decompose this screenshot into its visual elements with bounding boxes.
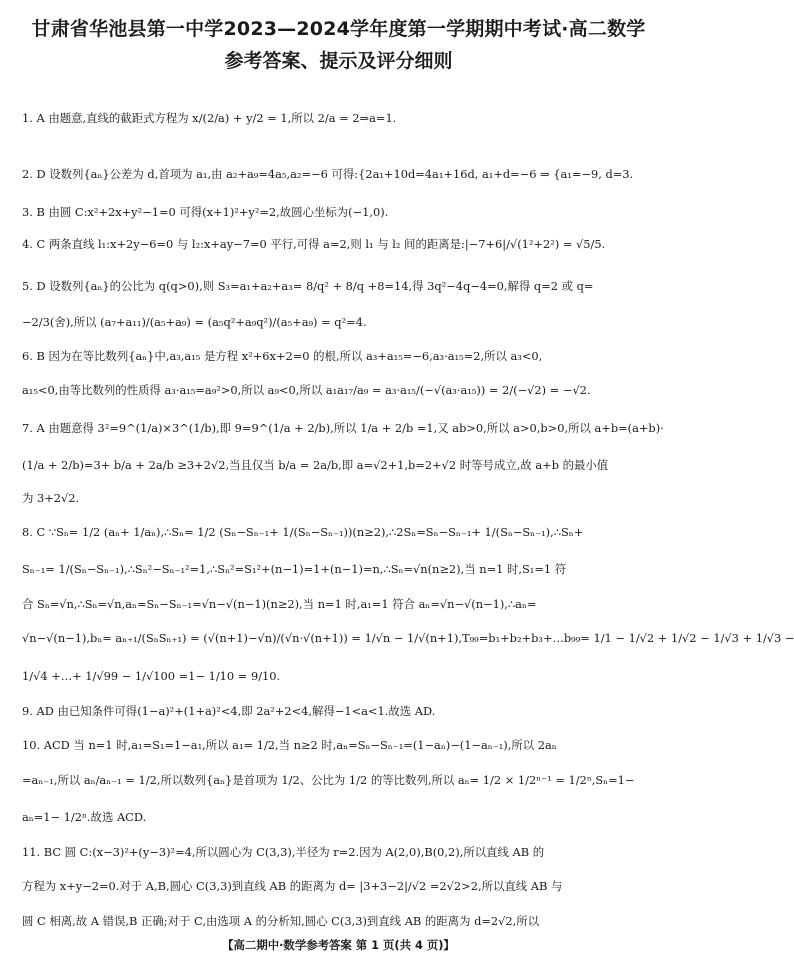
- answer-line: Sₙ₋₁= 1/(Sₙ−Sₙ₋₁),∴Sₙ²−Sₙ₋₁²=1,∴Sₙ²=S₁²+(n−1)=1+(n−1)=n,∴Sₙ=√n(n≥2),当 n=1 时,S₁=1 符: [22, 562, 567, 576]
- answer-line: 方程为 x+y−2=0.对于 A,B,圆心 C(3,3)到直线 AB 的距离为 d= |3+3−2|/√2 =2√2>2,所以直线 AB 与: [22, 879, 563, 893]
- answer-line: 11. BC 圆 C:(x−3)²+(y−3)²=4,所以圆心为 C(3,3),半径为 r=2.因为 A(2,0),B(0,2),所以直线 AB 的: [22, 845, 545, 859]
- answer-line: a₁₅<0,由等比数列的性质得 a₃·a₁₅=a₉²>0,所以 a₉<0,所以 a₁a₁₇/a₉ = a₃·a₁₅/(−√(a₃·a₁₅)) = 2/(−√2) = −√2.: [22, 383, 591, 397]
- answer-line: 7. A 由题意得 3²=9^(1/a)×3^(1/b),即 9=9^(1/a + 2/b),所以 1/a + 2/b =1,又 ab>0,所以 a>0,b>0,所以 a+b=(a+b)·: [22, 421, 664, 435]
- answer-line: 为 3+2√2.: [22, 491, 80, 505]
- answer-line: 6. B 因为在等比数列{aₙ}中,a₃,a₁₅ 是方程 x²+6x+2=0 的根,所以 a₃+a₁₅=−6,a₃·a₁₅=2,所以 a₃<0,: [22, 349, 543, 363]
- answer-line: 4. C 两条直线 l₁:x+2y−6=0 与 l₂:x+ay−7=0 平行,可得 a=2,则 l₁ 与 l₂ 间的距离是:|−7+6|/√(1²+2²) = √5/5.: [22, 237, 606, 251]
- document-subtitle: 参考答案、提示及评分细则: [224, 50, 453, 72]
- answer-line: aₙ=1− 1/2ⁿ.故选 ACD.: [22, 810, 147, 824]
- answer-line: =aₙ₋₁,所以 aₙ/aₙ₋₁ = 1/2,所以数列{aₙ}是首项为 1/2、公比为 1/2 的等比数列,所以 aₙ= 1/2 × 1/2ⁿ⁻¹ = 1/2ⁿ,Sₙ=1−: [22, 773, 635, 787]
- answer-line: (1/a + 2/b)=3+ b/a + 2a/b ≥3+2√2,当且仅当 b/a = 2a/b,即 a=√2+1,b=2+√2 时等号成立,故 a+b 的最小值: [22, 458, 609, 472]
- answer-line: 1. A 由题意,直线的截距式方程为 x/(2/a) + y/2 = 1,所以 2/a = 2⇒a=1.: [22, 111, 397, 125]
- answer-line: 8. C ∵Sₙ= 1/2 (aₙ+ 1/aₙ),∴Sₙ= 1/2 (Sₙ−Sₙ₋₁+ 1/(Sₙ−Sₙ₋₁))(n≥2),∴2Sₙ=Sₙ−Sₙ₋₁+ 1/(Sₙ−Sₙ₋₁),∴Sₙ+: [22, 525, 584, 539]
- answer-line: √n−√(n−1),bₙ= aₙ₊₁/(SₙSₙ₊₁) = (√(n+1)−√n)/(√n·√(n+1)) = 1/√n − 1/√(n+1),T₉₉=b₁+b₂+b₃+…b₉₉= 1/1 − 1/√2 + 1/√2 − 1/√3 + 1/√3 −: [22, 631, 794, 645]
- answer-line: 5. D 设数列{aₙ}的公比为 q(q>0),则 S₃=a₁+a₂+a₃= 8/q² + 8/q +8=14,得 3q²−4q−4=0,解得 q=2 或 q=: [22, 279, 594, 293]
- answer-line: 圆 C 相离,故 A 错误,B 正确;对于 C,由选项 A 的分析知,圆心 C(3,3)到直线 AB 的距离为 d=2√2,所以: [22, 914, 540, 928]
- answer-line: 9. AD 由已知条件可得(1−a)²+(1+a)²<4,即 2a²+2<4,解得−1<a<1.故选 AD.: [22, 704, 436, 718]
- answer-line: −2/3(舍),所以 (a₇+a₁₁)/(a₅+a₉) = (a₅q²+a₉q²)/(a₅+a₉) = q²=4.: [22, 315, 367, 329]
- answer-line: 3. B 由圆 C:x²+2x+y²−1=0 可得(x+1)²+y²=2,故圆心坐标为(−1,0).: [22, 205, 389, 219]
- answer-line: 合 Sₙ=√n,∴Sₙ=√n,aₙ=Sₙ−Sₙ₋₁=√n−√(n−1)(n≥2),当 n=1 时,a₁=1 符合 aₙ=√n−√(n−1),∴aₙ=: [22, 597, 537, 611]
- answer-line: 1/√4 +…+ 1/√99 − 1/√100 =1− 1/10 = 9/10.: [22, 669, 281, 683]
- page-footer: 【高二期中·数学参考答案 第 1 页(共 4 页)】: [222, 938, 455, 952]
- answer-line: 2. D 设数列{aₙ}公差为 d,首项为 a₁,由 a₂+a₉=4a₅,a₂=−6 可得:{2a₁+10d=4a₁+16d, a₁+d=−6 ⇒ {a₁=−9, d=3.: [22, 167, 634, 181]
- answer-line: 10. ACD 当 n=1 时,a₁=S₁=1−a₁,所以 a₁= 1/2,当 n≥2 时,aₙ=Sₙ−Sₙ₋₁=(1−aₙ)−(1−aₙ₋₁),所以 2aₙ: [22, 738, 557, 752]
- document-title: 甘肃省华池县第一中学2023—2024学年度第一学期期中考试·高二数学: [31, 18, 646, 40]
